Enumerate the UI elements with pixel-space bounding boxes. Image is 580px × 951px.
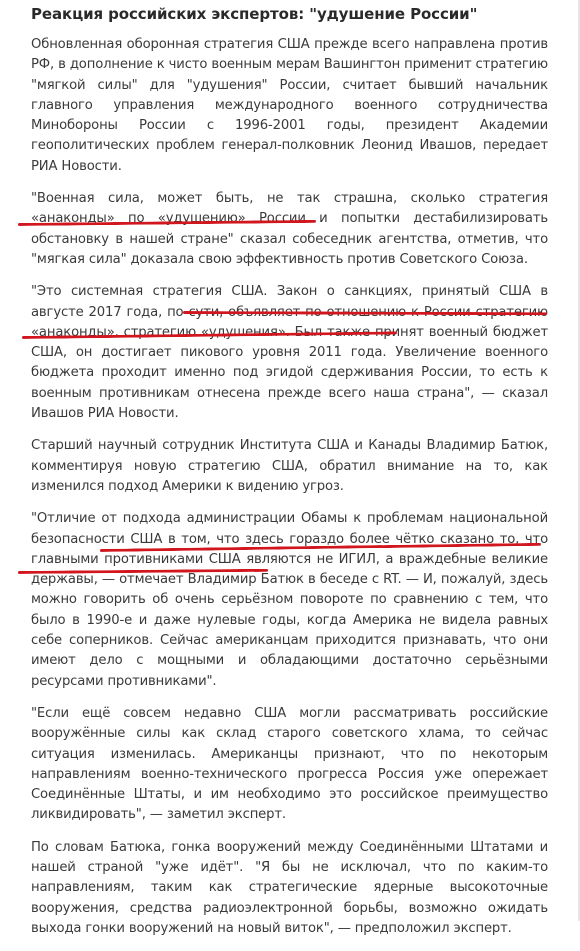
- paragraph-5: "Отличие от подхода администрации Обамы к проблемам национальной безопасности США в том, что здесь гораздо более чётко сказано то, что главными противниками США являются не ИГИЛ, а враждебные великие державы, — отмечает Владимир Батюк в беседе с RT. — И, пожалуй, здесь можно говорить об очень серьёзном повороте по сравнению с тем, что было в 1990-е и даже нулевые годы, когда Америка не видела равных себе соперников. Сейчас американцам приходится признавать, что они имеют дело с мощными и обладающими достаточно серьёзными ресурсами противниками".: [31, 511, 548, 689]
- paragraph-3: "Это системная стратегия США. Закон о санкциях, принятый США в августе 2017 года, по сути, объявляет по отношению к России стратегию «анаконды», стратегию «удушения». Был также принят военный бюджет США, он достигает пикового уровня 2011 года. Увеличение военного бюджета проходит именно под эгидой сдерживания России, то есть к военным противникам отнесена прежде всего наша страна", — сказал Ивашов РИА Новости.: [31, 284, 548, 422]
- article: [31, 4, 548, 951]
- paragraph-7: По словам Батюка, гонка вооружений между Соединёнными Штатами и нашей страной "уже идёт". "Я бы не исключал, что по каким-то направлениям, таким как стратегические ядерные высокоточные вооружения, средства радиоэлектронной борьбы, возможно ожидать выхода гонки вооружений на новый виток", — предположил эксперт.: [31, 839, 548, 936]
- paragraph-2: "Военная сила, может быть, не так страшна, сколько стратегия «анаконды» по «удушению» России и попытки дестабилизировать обстановку в нашей стране" сказал собеседник агентства, отметив, что "мягкая сила" доказала свою эффективность против Советского Союза.: [31, 191, 548, 267]
- article-heading: Реакция российских экспертов: "удушение России": [31, 5, 478, 23]
- paragraph-1: Обновленная оборонная стратегия США прежде всего направлена против РФ, в дополнение к чисто военным мерам Вашингтон применит стратегию "мягкой силы" для "удушения" России, считает бывший начальник главного управления международного военного сотрудничества Минобороны России с 1996-2001 годы, президент Академии геополитических проблем генерал-полковник Леонид Ивашов, передает РИА Новости.: [31, 37, 548, 174]
- paragraph-4: Старший научный сотрудник Института США и Канады Владимир Батюк, комментируя новую стратегию США, обратил внимание на то, как изменился подход Америки к видению угроз.: [31, 438, 548, 494]
- paragraph-6: "Если ещё совсем недавно США могли рассматривать российские вооружённые силы как склад старого советского хлама, то сейчас ситуация изменилась. Американцы признают, что по некоторым направлениям военно-технического прогресса Россия уже опережает Соединённые Штаты, и им необходимо это российское преимущество ликвидировать", — заметил эксперт.: [31, 705, 548, 823]
